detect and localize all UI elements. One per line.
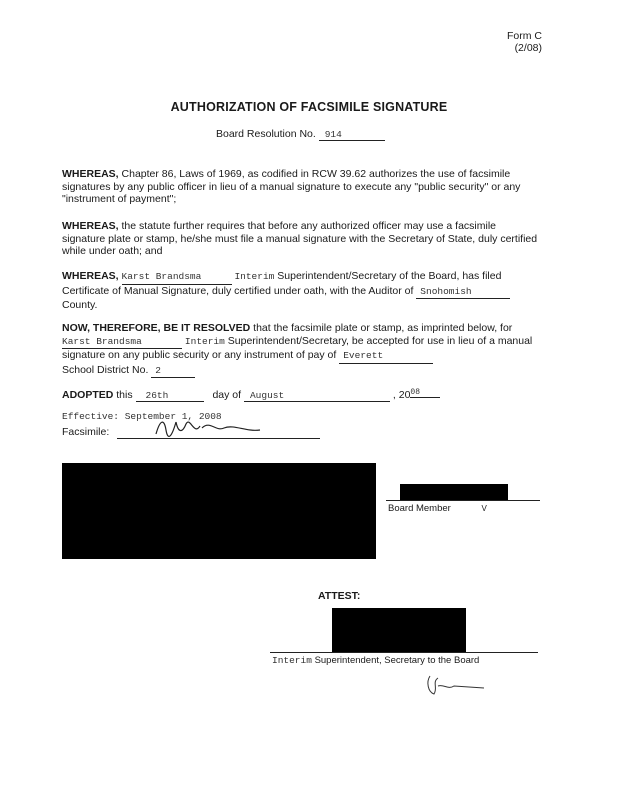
resolved-paragraph xyxy=(62,322,542,378)
officer-title-field: Interim xyxy=(234,271,275,282)
form-id xyxy=(507,30,542,54)
adopted-day-of: day of xyxy=(212,389,242,401)
whereas-text: Chapter 86, Laws of 1969, as codified in RCW 39.62 authorizes the use of facsimile signatures by any public officer in lieu of a manual signature to execute any "public security" or any "instrument of payment"; xyxy=(62,168,521,205)
attest-signature-line xyxy=(270,652,538,653)
redacted-signature-block xyxy=(62,463,376,559)
officer-name-field: Karst Brandsma xyxy=(122,271,232,285)
form-id-line2: (2/08) xyxy=(514,42,542,54)
whereas-lead: WHEREAS, xyxy=(62,220,119,232)
form-id-line1: Form C xyxy=(507,30,542,42)
attest-role: Superintendent, Secretary to the Board xyxy=(314,655,480,666)
facsimile-line xyxy=(62,426,109,438)
board-resolution xyxy=(216,128,385,141)
whereas-paragraph-1 xyxy=(62,168,542,206)
board-member-label: Board Member xyxy=(388,503,451,514)
resolved-title-field: Interim xyxy=(184,335,225,347)
resolved-name-field: Karst Brandsma xyxy=(62,336,182,350)
redacted-attest-signature xyxy=(332,608,466,652)
redacted-board-member-name xyxy=(400,484,508,500)
district-field: Everett xyxy=(339,350,433,364)
resolved-text-b: Superintendent/Secretary, be accepted for use in lieu of a manual signature on any public security or any instrument of pay of xyxy=(62,334,533,361)
effective-label: Effective: xyxy=(62,411,120,422)
resolution-label: Board Resolution No. xyxy=(216,128,316,140)
attest-label: ATTEST: xyxy=(318,590,361,602)
whereas-lead: WHEREAS, xyxy=(62,270,119,282)
adopted-this: this xyxy=(116,389,133,401)
whereas-lead: WHEREAS, xyxy=(62,168,119,180)
effective-date: September 1, 2008 xyxy=(124,411,222,422)
whereas-paragraph-3 xyxy=(62,270,542,312)
resolved-lead: NOW, THEREFORE, BE IT RESOLVED xyxy=(62,322,251,334)
facsimile-label: Facsimile: xyxy=(62,426,110,438)
adopted-year-field: 08 xyxy=(410,388,440,398)
board-member-signature-line xyxy=(386,500,540,501)
county-label: County. xyxy=(62,299,98,311)
resolved-text: that the facsimile plate or stamp, as imprinted below, for xyxy=(253,322,513,334)
adopted-label: ADOPTED xyxy=(62,389,114,401)
facsimile-signature-image xyxy=(150,414,280,440)
document-title: AUTHORIZATION OF FACSIMILE SIGNATURE xyxy=(170,100,448,114)
whereas-paragraph-2 xyxy=(62,220,542,258)
whereas-text: Superintendent/Secretary of the Board, has filed Certificate of Manual Signature, duly certified under oath, with the Auditor of xyxy=(62,270,502,297)
county-field: Snohomish xyxy=(416,286,510,300)
adopted-year-prefix: , 20 xyxy=(392,389,411,401)
resolution-number: 914 xyxy=(319,129,385,141)
adopted-line xyxy=(62,388,440,402)
adopted-day-field: 26th xyxy=(136,390,204,402)
whereas-text: the statute further requires that before any authorized officer may use a facsimile signature plate or stamp, he/she must file a manual signature with the Secretary of State, duly certified while under oath; and xyxy=(62,220,538,257)
district-no-label: School District No. xyxy=(62,363,149,376)
adopted-month-field: August xyxy=(244,390,390,402)
attest-interim: Interim xyxy=(272,655,312,666)
attest-role-line xyxy=(272,655,479,666)
board-member-mark: V xyxy=(481,504,487,513)
district-no-field: 2 xyxy=(151,365,195,379)
attest-initials-mark xyxy=(424,672,494,698)
board-member-line xyxy=(388,503,487,514)
